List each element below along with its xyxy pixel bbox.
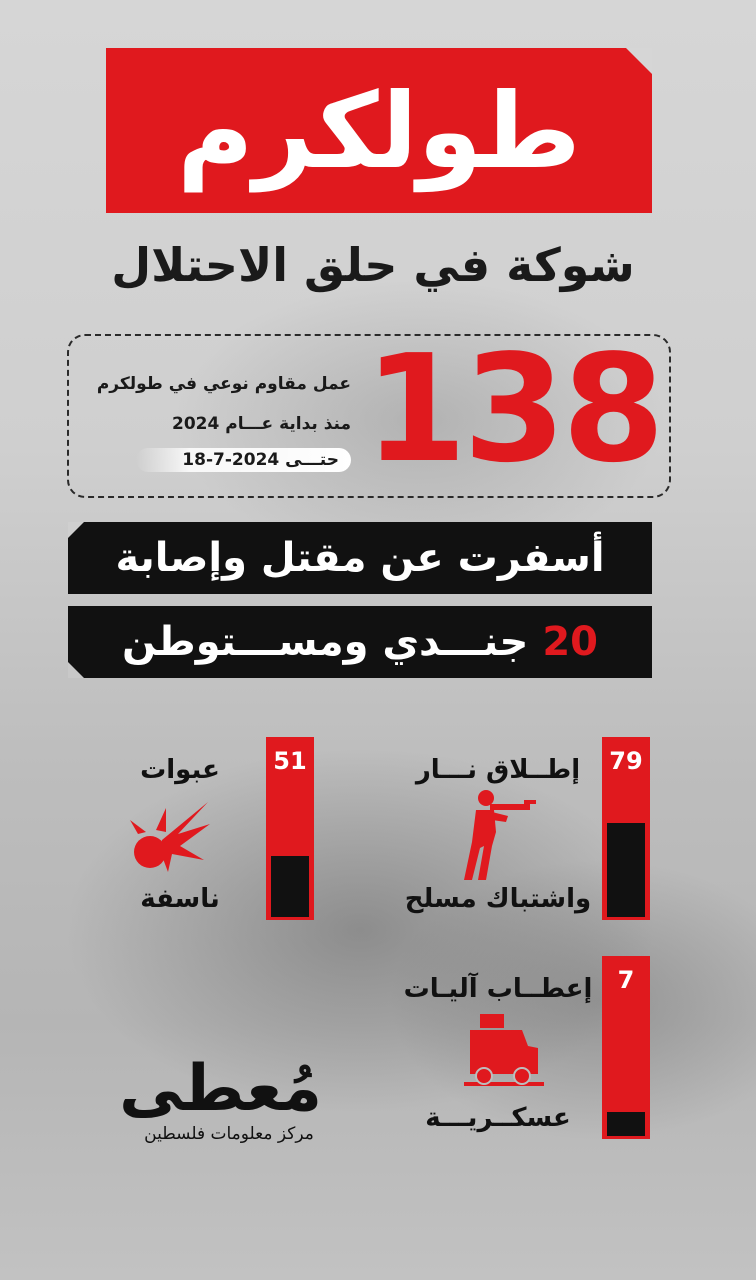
bar-value-explosives: 51 — [273, 747, 307, 775]
page-title: طولكرم — [177, 69, 581, 192]
label-explosives-bottom: ناسفة — [140, 884, 220, 914]
explosion-icon — [128, 800, 212, 874]
gunman-icon — [462, 788, 542, 882]
bar-fill-shooting — [607, 823, 645, 917]
label-shooting-bottom: واشتباك مسلح — [404, 884, 592, 914]
bar-shooting — [602, 737, 650, 920]
result-line-2: جنـــدي ومســـتوطن — [122, 619, 529, 665]
summary-box — [67, 323, 671, 498]
result-line-1: أسفرت عن مقتل وإصابة — [115, 535, 605, 581]
title-banner — [106, 48, 652, 213]
bar-vehicles — [602, 956, 650, 1139]
summary-line-1: عمل مقاوم نوعي في طولكرم — [96, 374, 351, 394]
casualty-count: 20 — [542, 619, 598, 665]
result-strip-2 — [68, 606, 652, 678]
logo: مُعطى — [119, 1052, 322, 1126]
total-count: 138 — [364, 323, 661, 495]
label-explosives-top: عبوات — [140, 755, 220, 785]
result-strip-1 — [68, 522, 652, 594]
label-vehicles-bottom: عسكــريـــة — [425, 1103, 571, 1133]
label-vehicles-top: إعطــاب آليـات — [403, 974, 593, 1004]
bar-fill-vehicles — [607, 1112, 645, 1136]
summary-line-2: منذ بداية عـــام 2024 — [172, 414, 351, 434]
military-vehicle-icon — [464, 1012, 544, 1090]
bar-explosives — [266, 737, 314, 920]
bar-fill-explosives — [271, 856, 309, 917]
logo-tagline: مركز معلومات فلسطين — [144, 1124, 314, 1144]
bar-value-shooting: 79 — [609, 747, 643, 775]
summary-line-3: حتـــى 2024-7-18 — [136, 448, 351, 472]
subtitle: شوكة في حلق الاحتلال — [111, 238, 635, 292]
bar-value-vehicles: 7 — [617, 966, 635, 994]
label-shooting-top: إطــلاق نـــار — [415, 755, 581, 785]
